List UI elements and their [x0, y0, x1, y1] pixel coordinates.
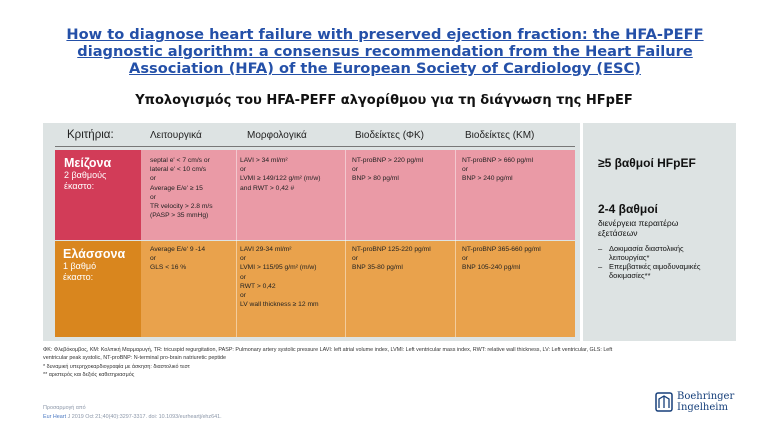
- score-high: ≥5 βαθμοί HFpEF: [598, 156, 696, 170]
- cell-line: GLS < 16 %: [150, 264, 187, 272]
- cell-line: LAVI 29-34 ml/m²: [240, 246, 292, 253]
- logo-line: Boehringer: [677, 391, 735, 402]
- cell-line: LV wall thickness ≥ 12 mm: [240, 301, 319, 309]
- journal-link[interactable]: Eur Heart: [43, 413, 67, 420]
- cell-line: LAVI > 34 ml/m²: [240, 157, 288, 164]
- cell-line: NT-proBNP 125-220 pg/ml: [352, 246, 431, 253]
- cell-line: or: [150, 255, 156, 263]
- score-mid-description: [598, 218, 678, 238]
- column-header-morphological: Μορφολογικά: [247, 130, 307, 141]
- source-label: Προσαρμογή από: [43, 405, 86, 411]
- score-mid-line: διενέργεια περαιτέρω: [598, 218, 679, 228]
- page-subtitle: Υπολογισμός του HFA-PEFF αλγορίθμου για τη διάγνωση της HFpEF: [135, 93, 633, 108]
- cell-line: or: [150, 175, 156, 183]
- major-bio-sinus-cell: [352, 156, 423, 184]
- logo-line: Ingelheim: [677, 402, 728, 413]
- cell-line: Average E/e' 9 -14: [150, 246, 206, 253]
- score-mid: 2-4 βαθμοί: [598, 202, 658, 216]
- cell-line: septal e' < 7 cm/s or: [150, 157, 210, 164]
- footnote-line: ** αριστερός και δεξιός καθετηριασμός: [43, 372, 135, 379]
- footnote-line: ΦΚ: Φλεβόκομβος, ΚΜ: Κολπική Μαρμαρυγή, TR: tricuspid regurgitation, PASP: Pulmonary artery systolic pressure LAVI: left atrial volume index, LVMI: Left ventricular mass index, RWT: relative wall thickness, LV: Left ventricular, GLS: Left: [43, 347, 613, 353]
- major-label: [64, 156, 111, 191]
- major-morphological-cell: [240, 156, 320, 193]
- page-title[interactable]: How to diagnose heart failure with preserved ejection fraction: the HFA-PEFF diagnostic algorithm: a consensus recommendation from the Heart Failure Association (HFA) of the European Society of Cardiology (ESC): [66, 26, 704, 77]
- column-header-biomarkers-sinus: Βιοδείκτες (ΦΚ): [355, 130, 425, 141]
- cell-line: or: [240, 255, 246, 263]
- boehringer-logo: [655, 391, 734, 413]
- major-bio-af-cell: [462, 156, 533, 184]
- minor-label: [63, 247, 125, 282]
- further-test-text: δοκιμασίες**: [609, 271, 651, 280]
- cell-line: BNP > 80 pg/ml: [352, 175, 399, 183]
- minor-bio-af-cell: [462, 245, 541, 273]
- cell-line: Average E/e' ≥ 15: [150, 184, 203, 192]
- cell-line: NT-proBNP > 220 pg/ml: [352, 157, 424, 164]
- minor-each: έκαστο:: [63, 271, 94, 282]
- major-points: 2 βαθμούς: [64, 170, 107, 180]
- minor-functional-cell: [150, 245, 205, 273]
- cell-line: or: [240, 166, 246, 174]
- source-line: [43, 413, 222, 422]
- further-test-text: – Δοκιμασία διαστολικής: [609, 244, 684, 253]
- column-divider: [236, 150, 237, 337]
- cell-line: (PASP > 35 mmHg): [150, 212, 209, 220]
- panel-separator: [580, 123, 583, 341]
- score-mid-line: εξετάσεων: [598, 228, 638, 238]
- footnotes: [43, 346, 743, 380]
- cell-line: BNP > 240 pg/ml: [462, 175, 513, 183]
- cell-line: and RWT > 0,42 #: [240, 184, 295, 192]
- citation-text: J 2019 Oct 21;40(40):3297-3317. doi: 10.1093/eurheartj/ehz641.: [67, 413, 222, 420]
- cell-line: or: [150, 193, 156, 201]
- minor-points: 1 βαθμό: [63, 261, 97, 271]
- column-header-functional: Λειτουργικά: [150, 130, 202, 141]
- header-divider: [55, 146, 575, 147]
- cell-line: lateral e' < 10 cm/s: [150, 166, 207, 174]
- cell-line: BNP 105-240 pg/ml: [462, 264, 521, 272]
- logo-emblem-icon: [655, 392, 673, 412]
- minor-morphological-cell: [240, 245, 319, 309]
- column-header-biomarkers-af: Βιοδείκτες (ΚΜ): [465, 130, 535, 141]
- cell-line: NT-proBNP 365-660 pg/ml: [462, 246, 541, 253]
- further-test-item: [598, 262, 700, 280]
- cell-line: TR velocity > 2.8 m/s: [150, 203, 213, 211]
- major-title: Μείζονα: [64, 156, 112, 170]
- further-tests-list: [598, 244, 700, 280]
- cell-line: or: [352, 166, 358, 174]
- minor-bio-sinus-cell: [352, 245, 431, 273]
- criteria-header: Κριτήρια:: [67, 129, 114, 141]
- source-citation: [43, 404, 222, 421]
- cell-line: NT-proBNP > 660 pg/ml: [462, 157, 534, 164]
- footnote-line: * δυναμική υπερηχοκαρδιογραφία με άσκηση: διαστολικό τεστ: [43, 363, 190, 370]
- major-functional-cell: [150, 156, 213, 220]
- further-test-text: λειτουργίας*: [609, 253, 650, 262]
- further-test-item: [598, 244, 700, 262]
- cell-line: LVMI ≥ 149/122 g/m² (m/w): [240, 175, 321, 183]
- column-divider: [345, 150, 346, 337]
- major-each: έκαστο:: [64, 180, 95, 191]
- further-test-text: – Επεμβατικές αιμοδυναμικές: [609, 262, 701, 271]
- minor-title: Ελάσσονα: [63, 247, 126, 261]
- cell-line: RWT > 0,42: [240, 282, 276, 290]
- cell-line: LVMI > 115/95 g/m² (m/w): [240, 264, 317, 272]
- cell-line: or: [462, 255, 468, 263]
- cell-line: BNP 35-80 pg/ml: [352, 264, 403, 272]
- cell-line: or: [462, 166, 468, 174]
- cell-line: or: [240, 292, 246, 300]
- cell-line: or: [240, 273, 246, 281]
- cell-line: or: [352, 255, 358, 263]
- footnote-line: ventricular peak systolic, NT-proBNP: N-terminal pro-brain natriuretic peptide: [43, 355, 227, 362]
- column-divider: [455, 150, 456, 337]
